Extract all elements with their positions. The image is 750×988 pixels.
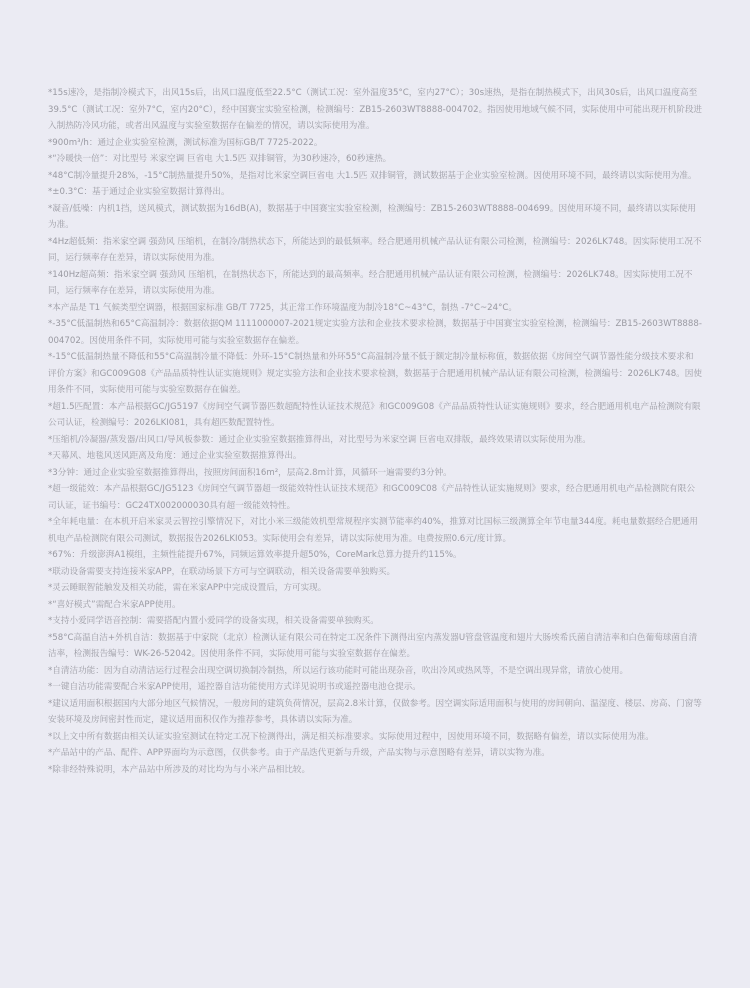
disclaimer-note: *超一级能效：本产品根据GC/JG5123《房间空气调节器超一级能效特性认证技术规范》和GC009C08《产品特性认证实施规则》要求，经合肥通用机电产品检测院有限公司认证，证书编号：GC24TX002000030具有超一级能效特性。 bbox=[48, 484, 695, 511]
disclaimer-note: *58°C高温自洁+外机自洁：数据基于中家院（北京）检测认证有限公司在特定工况条件下测得出室内蒸发器U管盘管温度和翅片大肠埃希氏菌自清洁率和白色葡萄球菌自清洁率，检测报告编号：WK-26-52042。因使用条件不同，实际使用可能与实验室数据存在偏差。 bbox=[48, 632, 698, 659]
disclaimer-note: *4Hz超低频：指米家空调 强劲风 压缩机，在制冷/制热状态下，所能达到的最低频率。经合肥通用机械产品认证有限公司检测，检测编号：2026LK748。因实际使用工况不同，运行频率存在差异，请以实际使用为准。 bbox=[48, 236, 702, 263]
disclaimer-note: *900m³/h：通过企业实验室检测，测试标准为国标GB/T 7725-2022。 bbox=[48, 137, 323, 148]
disclaimer-note: *建议适用面积根据国内大部分地区气候情况，一般房间的建筑负荷情况，层高2.8米计算，仅做参考。因空调实际适用面积与使用的房间朝向、温湿度、楼层、房高、门窗等安装环境及房间密封性而定，建议适用面积仅作为推荐参考，具体请以实际为准。 bbox=[48, 698, 702, 725]
disclaimer-note: *48°C制冷量提升28%，-15°C制热量提升50%，是指对比米家空调巨省电 大1.5匹 双排铜管，测试数据基于企业实验室检测。因使用环境不同，最终请以实际使用为准。 bbox=[48, 170, 697, 181]
disclaimer-note: *除非经特殊说明，本产品站中所涉及的对比均为与小米产品相比较。 bbox=[48, 764, 311, 775]
disclaimer-note: *以上文中所有数据由相关认证实验室测试在特定工况下检测得出，满足相关标准要求。实际使用过程中，因使用环境不同，数据略有偏差，请以实际使用为准。 bbox=[48, 731, 654, 742]
disclaimer-note: *自清洁功能：因为自动清洁运行过程会出现空调切换制冷制热，所以运行该功能时可能出现杂音，吹出冷风或热风等，不是空调出现异常，请放心使用。 bbox=[48, 665, 629, 676]
disclaimer-note: *压缩机/冷凝器/蒸发器/出风口/导风板参数：通过企业实验室数据推算得出，对比型号为米家空调 巨省电双排版，最终效果请以实际使用为准。 bbox=[48, 434, 591, 445]
disclaimer-note: *全年耗电量：在本机开启米家灵云智控引擎情况下，对比小米三级能效机型常规程序实测节能率约40%，推算对比国标三级测算全年节电量344度。耗电量数据经合肥通用机电产品检测院有限公司测试，数据报告2026LKI053。实际使用会有差异，请以实际使用为准。电费按照0.6元/度计算。 bbox=[48, 517, 698, 544]
disclaimer-note: *15s速冷，是指制冷模式下，出风15s后，出风口温度低至22.5°C（测试工况：室外温度35°C，室内27°C）；30s速热，是指在制热模式下，出风30s后，出风口温度高至39.5°C（测试工况：室外7°C，室内20°C），经中国赛宝实验室检测，检测编号：ZB15-2603WT8888-004702。指因使用地域气候不同，实际使用中可能出现开机阶段进入制热防冷风功能，或者出风温度与实验室数据存在偏差的情况，请以实际使用为准。 bbox=[48, 88, 703, 131]
disclaimer-note: *灵云睡眠智能触发及相关功能，需在米家APP中完成设置后，方可实现。 bbox=[48, 583, 327, 593]
disclaimer-note: *“冷暖快一倍”：对比型号 米家空调 巨省电 大1.5匹 双排铜管，为30秒速冷，60秒速热。 bbox=[48, 154, 392, 164]
disclaimer-note: *67%：升级澎湃A1模组，主频性能提升67%，同频运算效率提升超50%，CoreMark总算力提升约115%。 bbox=[48, 550, 462, 560]
disclaimer-note: *3分钟：通过企业实验室数据推算得出，按照房间面积16m²，层高2.8m计算，风循环一遍需要约3分钟。 bbox=[48, 467, 452, 478]
disclaimer-note: *140Hz超高频：指米家空调 强劲风 压缩机，在制热状态下，所能达到的最高频率。经合肥通用机械产品认证有限公司检测，检测编号：2026LK748。因实际使用工况不同，运行频率存在差异，请以实际使用为准。 bbox=[48, 269, 693, 296]
disclaimer-note: *-15°C低温制热量不降低和55°C高温制冷量不降低：外环-15°C制热量和外环55°C高温制冷量不低于额定制冷量标称值，数据依据《房间空气调节器性能分级技术要求和评价方案》和GC009G08《产品品质特性认证实施规则》规定实验方法和企业技术要求检测，数据基于合肥通用机械产品认证有限公司检测，检测编号：2026LK748。因使用条件不同，实际使用可能与实验室数据存在偏差。 bbox=[48, 352, 702, 395]
disclaimer-note: *超1.5匹配置：本产品根据GC/JG5197《房间空气调节器匹数超配特性认证技术规范》和GC009G08《产品品质特性认证实施规则》要求，经合肥通用机电产品检测院有限公司认证，检测编号：2026LKI081，具有超匹数配置特性。 bbox=[48, 401, 701, 428]
disclaimer-notes bbox=[48, 85, 702, 778]
disclaimer-note: *本产品是 T1 气候类型空调器，根据国家标准 GB/T 7725，其正常工作环境温度为制冷18°C~43°C，制热 -7°C~24°C。 bbox=[48, 302, 517, 313]
disclaimer-note: *一键自洁功能需要配合米家APP使用，遥控器自洁功能使用方式详见说明书或遥控器电池仓提示。 bbox=[48, 682, 421, 692]
disclaimer-note: *联动设备需要支持连接米家APP，在联动场景下方可与空调联动，相关设备需要单独购买。 bbox=[48, 566, 396, 577]
disclaimer-note: *支持小爱同学语音控制：需要搭配内置小爱同学的设备实现，相关设备需要单独购买。 bbox=[48, 616, 379, 626]
disclaimer-note: *天幕风、地毯风送风距离及角度：通过企业实验室数据推算得出。 bbox=[48, 451, 302, 461]
disclaimer-note: *“喜好模式”需配合米家APP使用。 bbox=[48, 599, 181, 610]
disclaimer-note: *产品站中的产品、配件、APP界面均为示意图，仅供参考。由于产品迭代更新与升级，产品实物与示意图略有差异，请以实物为准。 bbox=[48, 748, 550, 758]
disclaimer-note: *凝音/低噪：内机1挡，送风模式，测试数据为16dB(A)，数据基于中国赛宝实验室检测，检测编号：ZB15-2603WT8888-004699。因使用环境不同，最终请以实际使用为准。 bbox=[48, 203, 696, 230]
disclaimer-note: *±0.3°C：基于通过企业实验室数据计算得出。 bbox=[48, 187, 230, 197]
disclaimer-note: *-35°C低温制热和65°C高温制冷：数据依据QM 1111000007-2021规定实验方法和企业技术要求检测，数据基于中国赛宝实验室检测，检测编号：ZB15-2603WT8888-004702。因使用条件不同，实际使用可能与实验室数据存在偏差。 bbox=[48, 319, 702, 346]
